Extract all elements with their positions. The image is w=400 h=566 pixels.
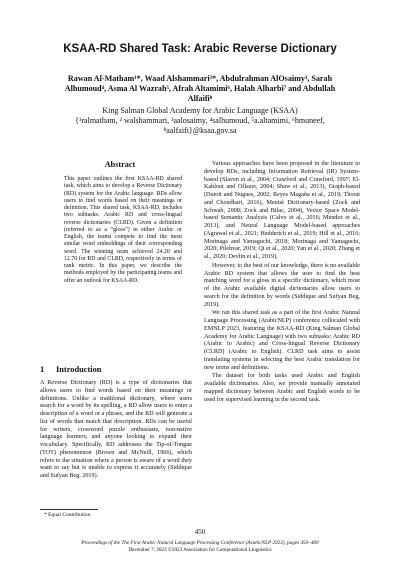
footnote-rule xyxy=(40,509,98,510)
paper-title: KSAA-RD Shared Task: Arabic Reverse Dictionary xyxy=(63,43,337,55)
section-heading-introduction xyxy=(40,365,101,374)
paragraph: However, to the best of our knowledge, there is no available Arabic RD system that allows the user to find the best matching word for a gloss in a specific dictionary, which most of the Arabic available digital dictionaries allow users to search for the definition by words (Siddique and Sufyan Beg, 2019). xyxy=(204,262,360,308)
abstract-heading: Abstract xyxy=(104,160,136,169)
page-number: 450 xyxy=(194,528,206,536)
authors-line: Rawan Al-Matham¹*, Waad Alshammari²*, Abdulrahman AlOsaimy³, Sarah xyxy=(67,74,333,83)
introduction-text: A Reverse Dictionary (RD) is a type of dictionaries that allows users to find words based on their meanings or definitions. Unlike a traditional dictionary, where users search for a word by its spelling, a RD allow users to enter a description of a word or a phrase, and the RD will generate a list of words that match that description. RDs can be useful for writers, crossword puzzle enthusiasts, non-native language learners, and anyone looking to expand their vocabulary. Specifically, RD addresses the Tip-of-Tongue (TOT) phenomenon (Brown and McNeill, 1966), which refers to the situation where a person is aware of a word they want to say but is unable to express it accurately (Siddique and Sufyan Beg, 2019). xyxy=(40,380,192,479)
publication-date: December 7, 2023 ©2023 Association for Computational Linguistics xyxy=(128,547,272,553)
affiliation-block xyxy=(40,106,360,136)
emails-line: ⁸aalfaifi}@ksaa.gov.sa xyxy=(163,126,237,135)
author-list xyxy=(40,74,360,105)
paragraph: The dataset for both tasks used Arabic and English available dictionaries. Also, we provide manually annotated mapped dictionary between Arabic and English words to be used for supervised learning in the second task. xyxy=(204,373,360,403)
abstract-text: This paper outlines the first KSAA-RD shared task, which aims to develop a Reverse Dictionary (RD) system for the Arabic language. RDs allow users to find words based on their meanings or definition. This shared task, KSAA-RD, includes two subtasks: Arabic RD and cross-lingual reverse dictionaries (CLRD). Given a definition (referred to as a “gloss”) in either Arabic or English, the teams compete to find the most similar word embeddings of their corresponding word. The winning team achieved 24.20 and 12.70 for RD and CLRD, respectively in terms of rank metric. In this paper, we describe the methods employed by the participating teams and offer an outlook for KSAA-RD. xyxy=(64,176,182,284)
right-column xyxy=(204,161,360,405)
paragraph: Various approaches have been proposed in the literature to develop RDs, including Information Retrieval (IR) System-based (Slaven et al., 2004; Crawford and Crawford, 1997; El-Kahlout and Oflazer, 2004; Shaw et al., 2013), Graph-based (Dutoit and Nugues, 2002; Reyes Magaña et al., 2019; Thorat and Choudhari, 2016), Mental Dictionary-based (Zock and Schwab, 2008; Zock and Bilac, 2004), Vector Space Model-based Semantic Analysis (Calvo et al., 2016; Méndez et al., 2013), and Neural Language Model-based approaches (Agrawal et al., 2021; Hedderich et al., 2019; Hill et al., 2016; Morinaga and Yamaguchi, 2018; Morinaga and Yamaguchi, 2020; Pilehvar, 2019; Qi et al., 2020; Yan et al., 2020; Zhang et al., 2020; Devlin et al., 2019). xyxy=(204,161,360,260)
section-number: 1 xyxy=(40,365,45,374)
emails-line: {¹ralmatham, ² walshammari, ³aalosaimy, ⁴salhumoud, ⁵a.altamimi, ⁶hmuneef, xyxy=(75,116,325,125)
affiliation: King Salman Global Academy for Arabic Language (KSAA) xyxy=(102,106,298,115)
authors-line: Alfaifi⁸ xyxy=(187,94,213,104)
authors-line: Alhumoud⁴, Asma Al Wazrah⁵, Afrah Altamimi⁶, Halah Alharbi⁷ and Abdullah xyxy=(64,84,336,94)
proceedings-citation: Proceedings of the The First Arabic Natural Language Processing Conference (ArabicNLP 2023), pages 450–460 xyxy=(81,540,319,546)
paragraph: We ran this shared task as a part of the first Arabic Natural Language Processing (ArabicNLP) conference collocated with EMNLP 2023, featuring the KSAA-RD (King Salman Global Academy for Arabic Language) with two subtasks: Arabic RD (Arabic to Arabic) and Cross-lingual Reverse Dictionary (CLRD) (Arabic to English). CLRD task aims to assist translating systems in selecting the best Arabic translation for new terms and definitions. xyxy=(204,310,360,371)
section-title: Introduction xyxy=(56,365,102,374)
footnote: * Equal Contribution xyxy=(44,512,91,518)
